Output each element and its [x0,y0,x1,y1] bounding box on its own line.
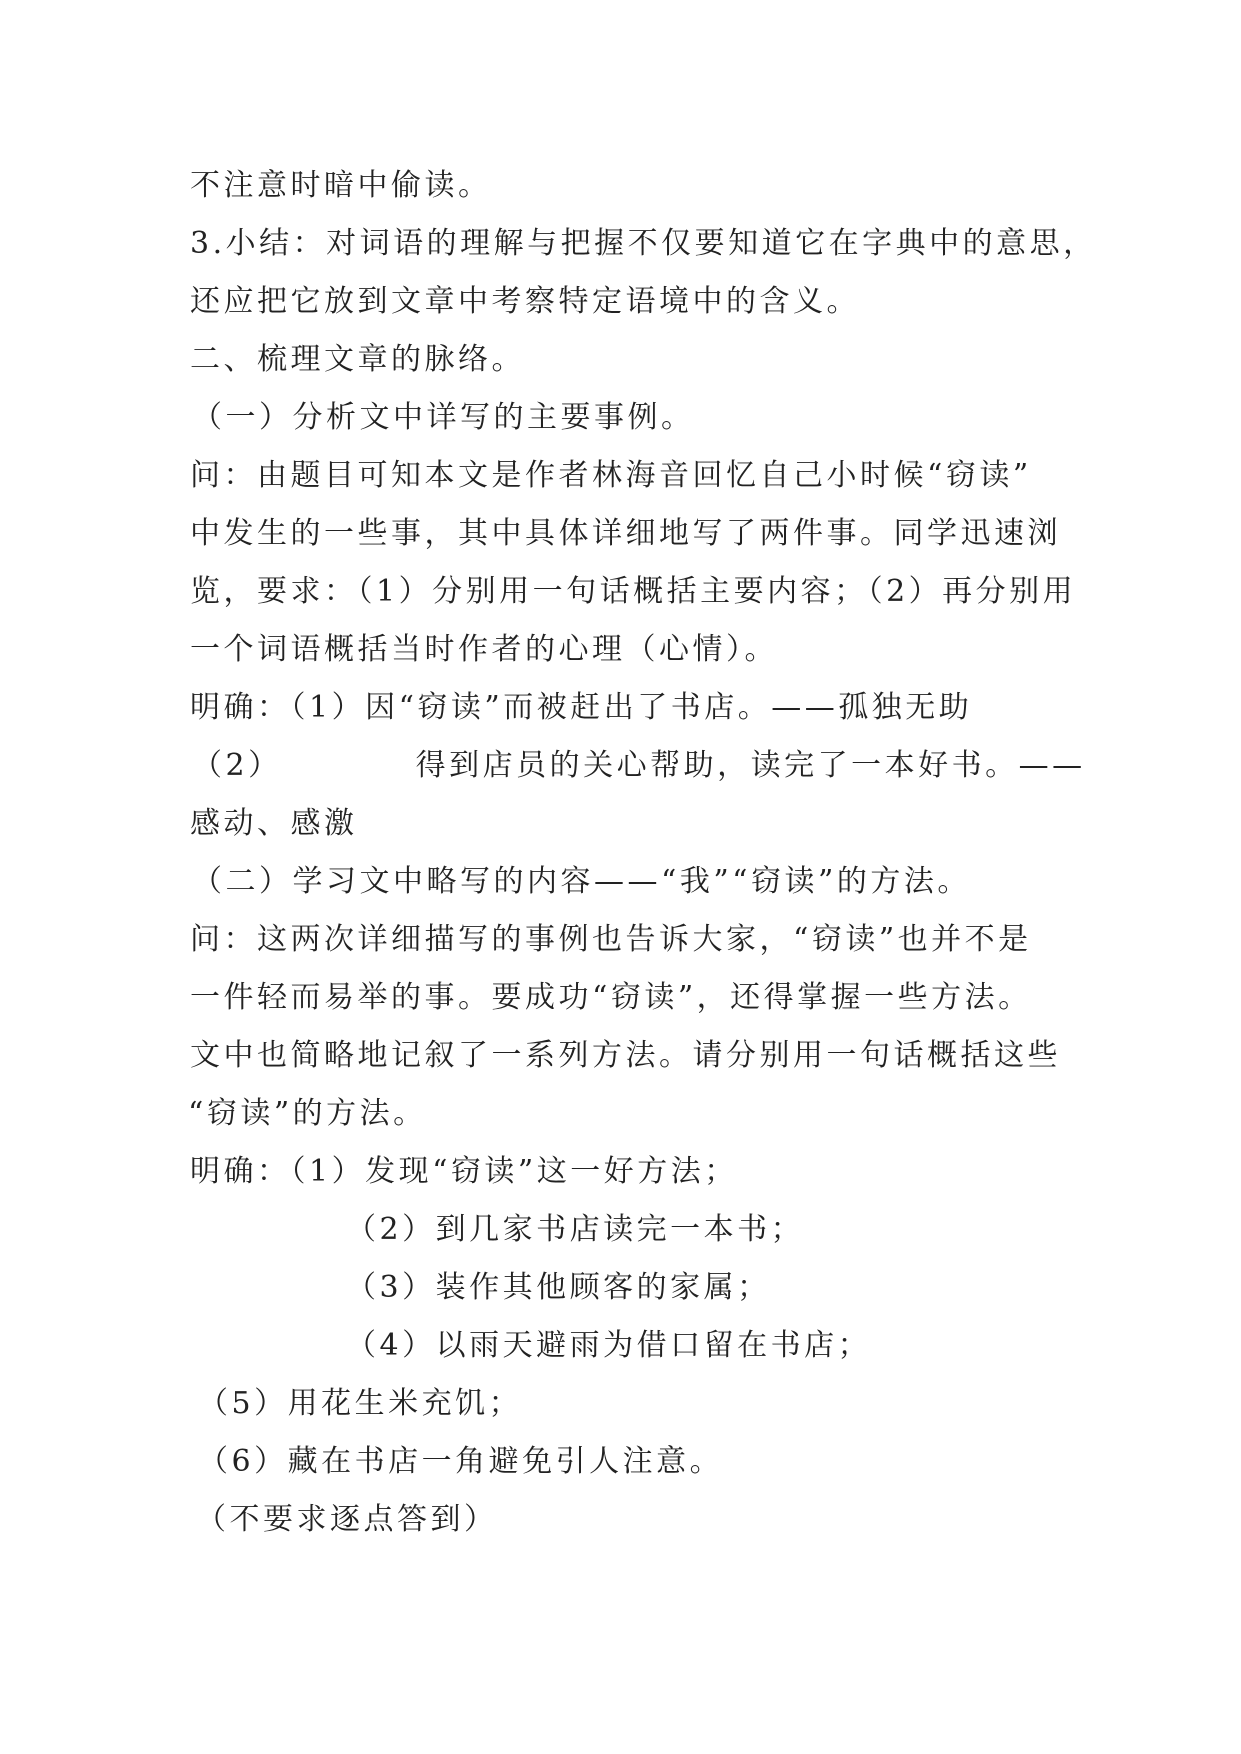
text-line: 感动、感激 [190,806,358,841]
subsection-heading: （二）学习文中略写的内容——“我”“窃读”的方法。 [192,864,971,899]
note-line: （不要求逐点答到） [196,1502,498,1537]
text-line: 还应把它放到文章中考察特定语境中的含义。 [190,284,860,319]
list-item-text: 得到店员的关心帮助，读完了一本好书。—— [415,748,1086,783]
subsection-heading: （一）分析文中详写的主要事例。 [192,400,695,435]
text-line: 一件轻而易举的事。要成功“窃读”，还得掌握一些方法。 [190,980,1032,1015]
section-heading: 二、梳理文章的脉络。 [190,342,525,377]
text-line: 不注意时暗中偷读。 [190,168,492,203]
list-marker: （2） [192,748,282,783]
text-line: 文中也简略地记叙了一系列方法。请分别用一句话概括这些 [190,1038,1061,1073]
list-item: （6）藏在书店一角避免引人注意。 [198,1444,724,1479]
list-item: （3）装作其他顾客的家属； [346,1270,771,1305]
text-line: 览，要求：（1）分别用一句话概括主要内容；（2）再分别用 [190,574,1077,609]
text-line: 问：这两次详细描写的事例也告诉大家，“窃读”也并不是 [190,922,1032,957]
text-line: 明确：（1）发现“窃读”这一好方法； [190,1154,738,1189]
text-line: “窃读”的方法。 [188,1096,427,1131]
list-item: （2）到几家书店读完一本书； [346,1212,805,1247]
text-line: 问：由题目可知本文是作者林海音回忆自己小时候“窃读” [190,458,1032,493]
list-item: （5）用花生米充饥； [198,1386,523,1421]
text-line: 一个词语概括当时作者的心理（心情）。 [190,632,778,667]
text-line: 明确：（1）因“窃读”而被赶出了书店。——孤独无助 [190,690,973,725]
text-line: 中发生的一些事，其中具体详细地写了两件事。同学迅速浏 [190,516,1061,551]
text-line: 3.小结：对词语的理解与把握不仅要知道它在字典中的意思， [190,226,1097,261]
text-line [192,746,1086,786]
list-item: （4）以雨天避雨为借口留在书店； [346,1328,872,1363]
